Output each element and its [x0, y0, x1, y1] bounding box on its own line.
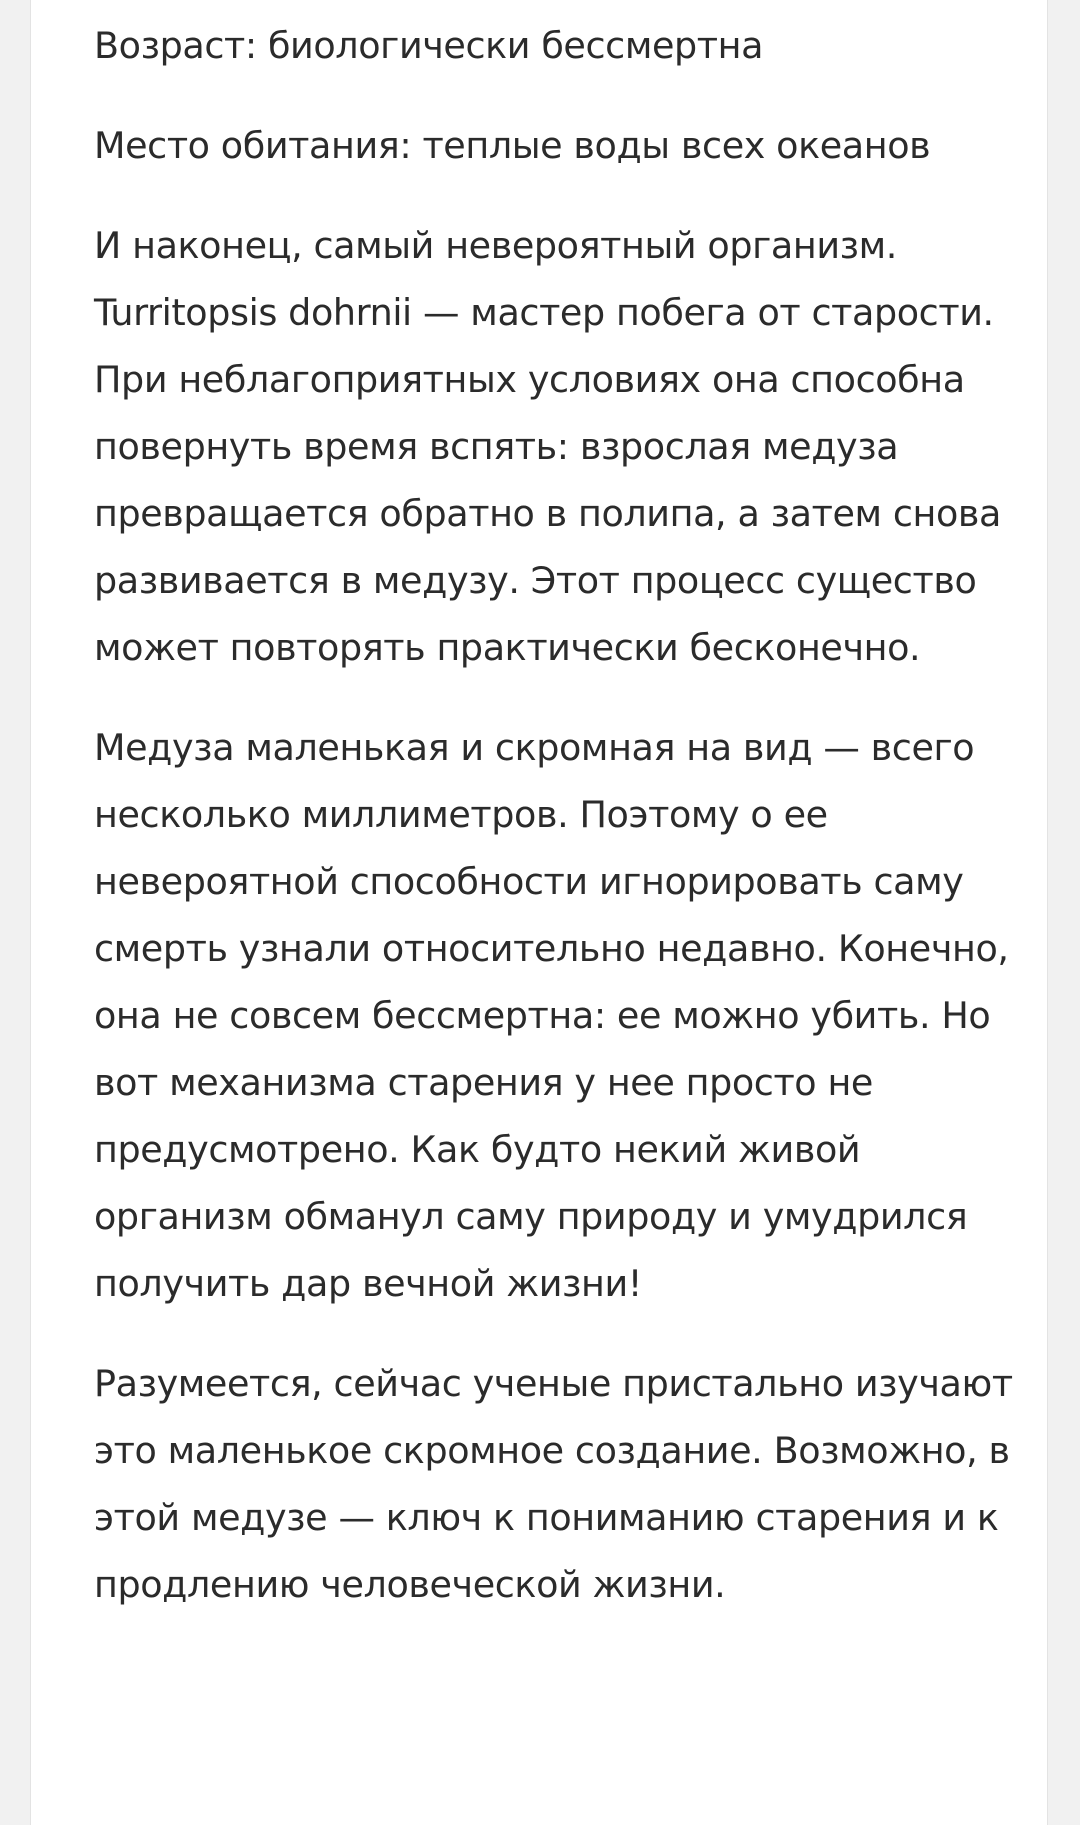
article-body	[94, 12, 1024, 1618]
age-line: Возраст: биологически бессмертна	[94, 24, 764, 67]
habitat-line: Место обитания: теплые воды всех океанов	[94, 124, 931, 167]
article-paragraph: Медуза маленькая и скромная на вид — всего несколько миллиметров. Поэтому о ее невероятной способности игнорировать саму смерть узнали относительно недавно. Конечно, она не совсем бессмертна: ее можно убить. Но вот механизма старения у нее просто не предусмотрено. Как будто некий живой организм обманул саму природу и умудрился получить дар вечной жизни!	[94, 726, 1009, 1305]
article-card	[30, 0, 1048, 1825]
article-paragraph: И наконец, самый невероятный организм. Turritopsis dohrnii — мастер побега от старости. При неблагоприятных условиях она способна повернуть время вспять: взрослая медуза превращается обратно в полипа, а затем снова развивается в медузу. Этот процесс существо может повторять практически бесконечно.	[94, 224, 1002, 669]
article-paragraph: Разумеется, сейчас ученые пристально изучают это маленькое скромное создание. Возможно, в этой медузе — ключ к пониманию старения и к продлению человеческой жизни.	[94, 1362, 1013, 1606]
